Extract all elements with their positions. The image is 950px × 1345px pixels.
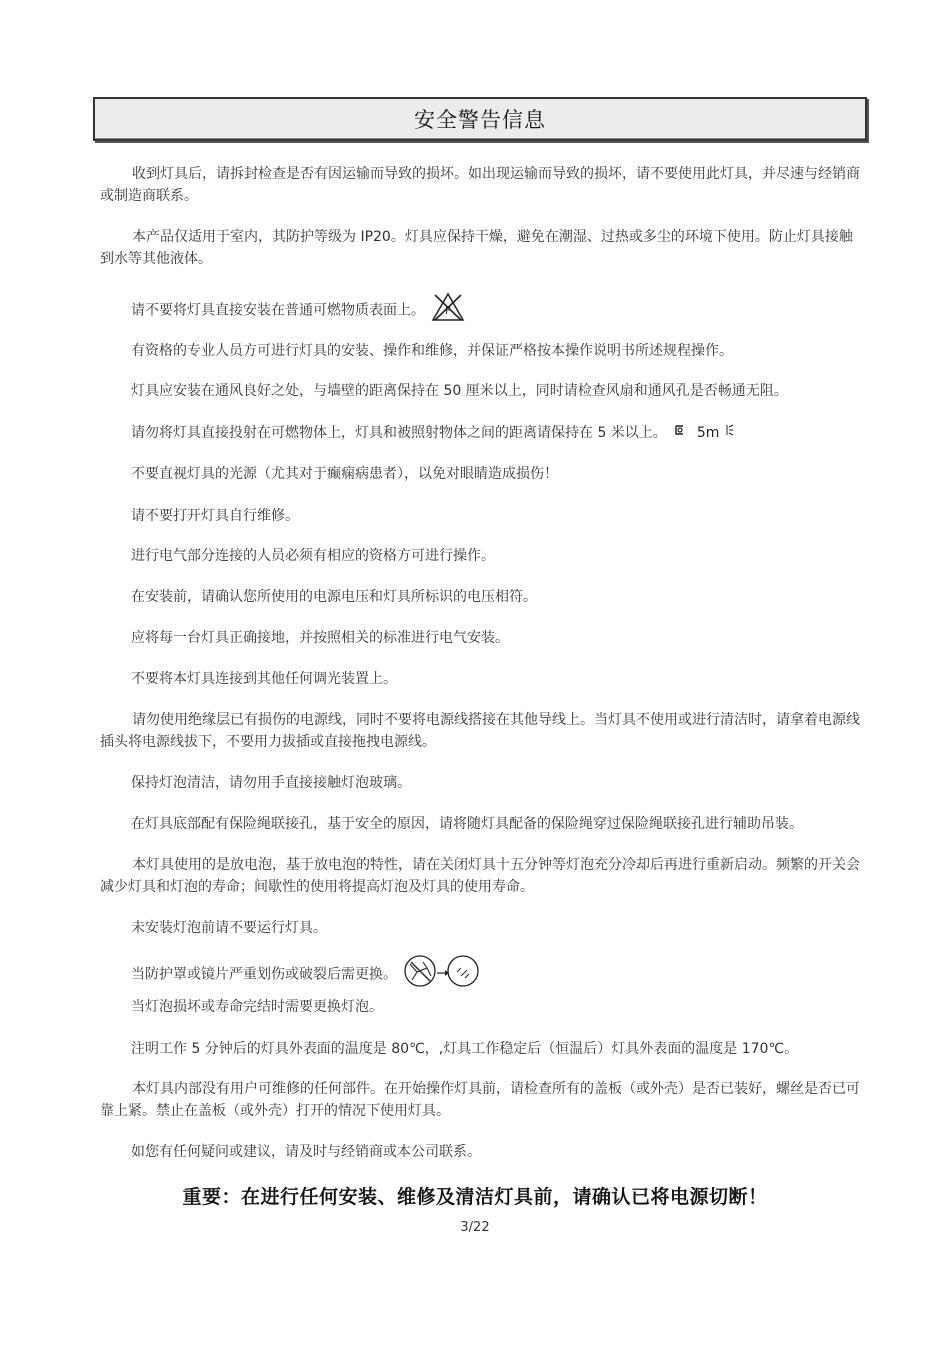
paragraph-flammable-surface	[131, 292, 866, 329]
paragraph-eye-warning: 不要直视灯具的光源（尤其对于癫痫病患者），以免对眼睛造成损伤！	[131, 466, 558, 482]
paragraph-no-user-serviceable: 本灯具内部没有用户可维修的任何部件。在开始操作灯具前，请检查所有的盖板（或外壳）是否已装好，螺丝是否已可靠上紧。禁止在盖板（或外壳）打开的情况下使用灯具。	[100, 1081, 860, 1119]
page-title: 安全警告信息	[414, 108, 546, 132]
paragraph-inspection: 收到灯具后，请拆封检查是否有因运输而导致的损坏。如出现运输而导致的损坏，请不要使用此灯具，并尽速与经销商或制造商联系。	[100, 166, 860, 204]
paragraph-qualified-personnel: 有资格的专业人员方可进行灯具的安装、操作和维修，并保证严格按本操作说明书所述规程操作。	[131, 343, 733, 359]
paragraph-replace-lens-text: 当防护罩或镜片严重划伤或破裂后需更换。	[131, 966, 397, 983]
paragraph-indoor-ip20: 本产品仅适用于室内，其防护等级为 IP20。灯具应保持干燥，避免在潮湿、过热或多尘的环境下使用。防止灯具接触到水等其他液体。	[100, 229, 853, 267]
paragraph-projection-distance	[131, 422, 866, 444]
important-warning: 重要：在进行任何安装、维修及清洁灯具前，请确认已将电源切断！	[182, 1186, 768, 1208]
paragraph-clean-bulb: 保持灯泡清洁，请勿用手直接接触灯泡玻璃。	[131, 775, 411, 791]
min-distance-icon	[673, 422, 687, 444]
illuminated-object-icon	[725, 422, 735, 444]
paragraph-projection-distance-text: 请勿将灯具直接投射在可燃物体上，灯具和被照射物体之间的距离请保持在 5 米以上。	[131, 425, 667, 441]
paragraph-replace-lens	[131, 954, 866, 995]
section-title-box	[93, 97, 867, 141]
paragraph-surface-temperature: 注明工作 5 分钟后的灯具外表面的温度是 80℃，,灯具工作稳定后（恒温后）灯具外表面的温度是 170℃。	[131, 1041, 799, 1057]
paragraph-flammable-surface-text: 请不要将灯具直接安装在普通可燃物质表面上。	[131, 302, 425, 319]
paragraph-no-bulb: 未安装灯泡前请不要运行灯具。	[131, 920, 327, 936]
paragraph-voltage-check: 在安装前，请确认您所使用的电源电压和灯具所标识的电压相符。	[131, 589, 537, 605]
paragraph-no-self-repair: 请不要打开灯具自行维修。	[131, 508, 299, 524]
page-number: 3/22	[460, 1220, 490, 1235]
paragraph-replace-bulb: 当灯泡损坏或寿命完结时需要更换灯泡。	[131, 999, 383, 1015]
replace-cracked-lens-icon	[403, 954, 479, 995]
distance-label: 5m	[696, 425, 720, 441]
paragraph-electrical-qualified: 进行电气部分连接的人员必须有相应的资格方可进行操作。	[131, 548, 495, 564]
paragraph-grounding: 应将每一台灯具正确接地，并按照相关的标准进行电气安装。	[131, 630, 509, 646]
paragraph-no-dimmer: 不要将本灯具连接到其他任何调光装置上。	[131, 671, 397, 687]
paragraph-contact: 如您有任何疑问或建议，请及时与经销商或本公司联系。	[131, 1144, 481, 1160]
no-flammable-surface-icon	[431, 292, 465, 329]
paragraph-ventilation: 灯具应安装在通风良好之处，与墙壁的距离保持在 50 厘米以上，同时请检查风扇和通风孔是否畅通无阻。	[131, 383, 788, 399]
paragraph-safety-cable: 在灯具底部配有保险绳联接孔，基于安全的原因，请将随灯具配备的保险绳穿过保险绳联接孔进行辅助吊装。	[131, 816, 803, 832]
svg-text:F: F	[445, 306, 451, 317]
paragraph-discharge-lamp: 本灯具使用的是放电泡，基于放电泡的特性，请在关闭灯具十五分钟等灯泡充分冷却后再进行重新启动。频繁的开关会减少灯具和灯泡的寿命；间歇性的使用将提高灯泡及灯具的使用寿命。	[100, 857, 860, 895]
paragraph-power-cord: 请勿使用绝缘层已有损伤的电源线，同时不要将电源线搭接在其他导线上。当灯具不使用或进行清洁时，请拿着电源线插头将电源线拔下，不要用力拔插或直接拖拽电源线。	[100, 712, 860, 750]
